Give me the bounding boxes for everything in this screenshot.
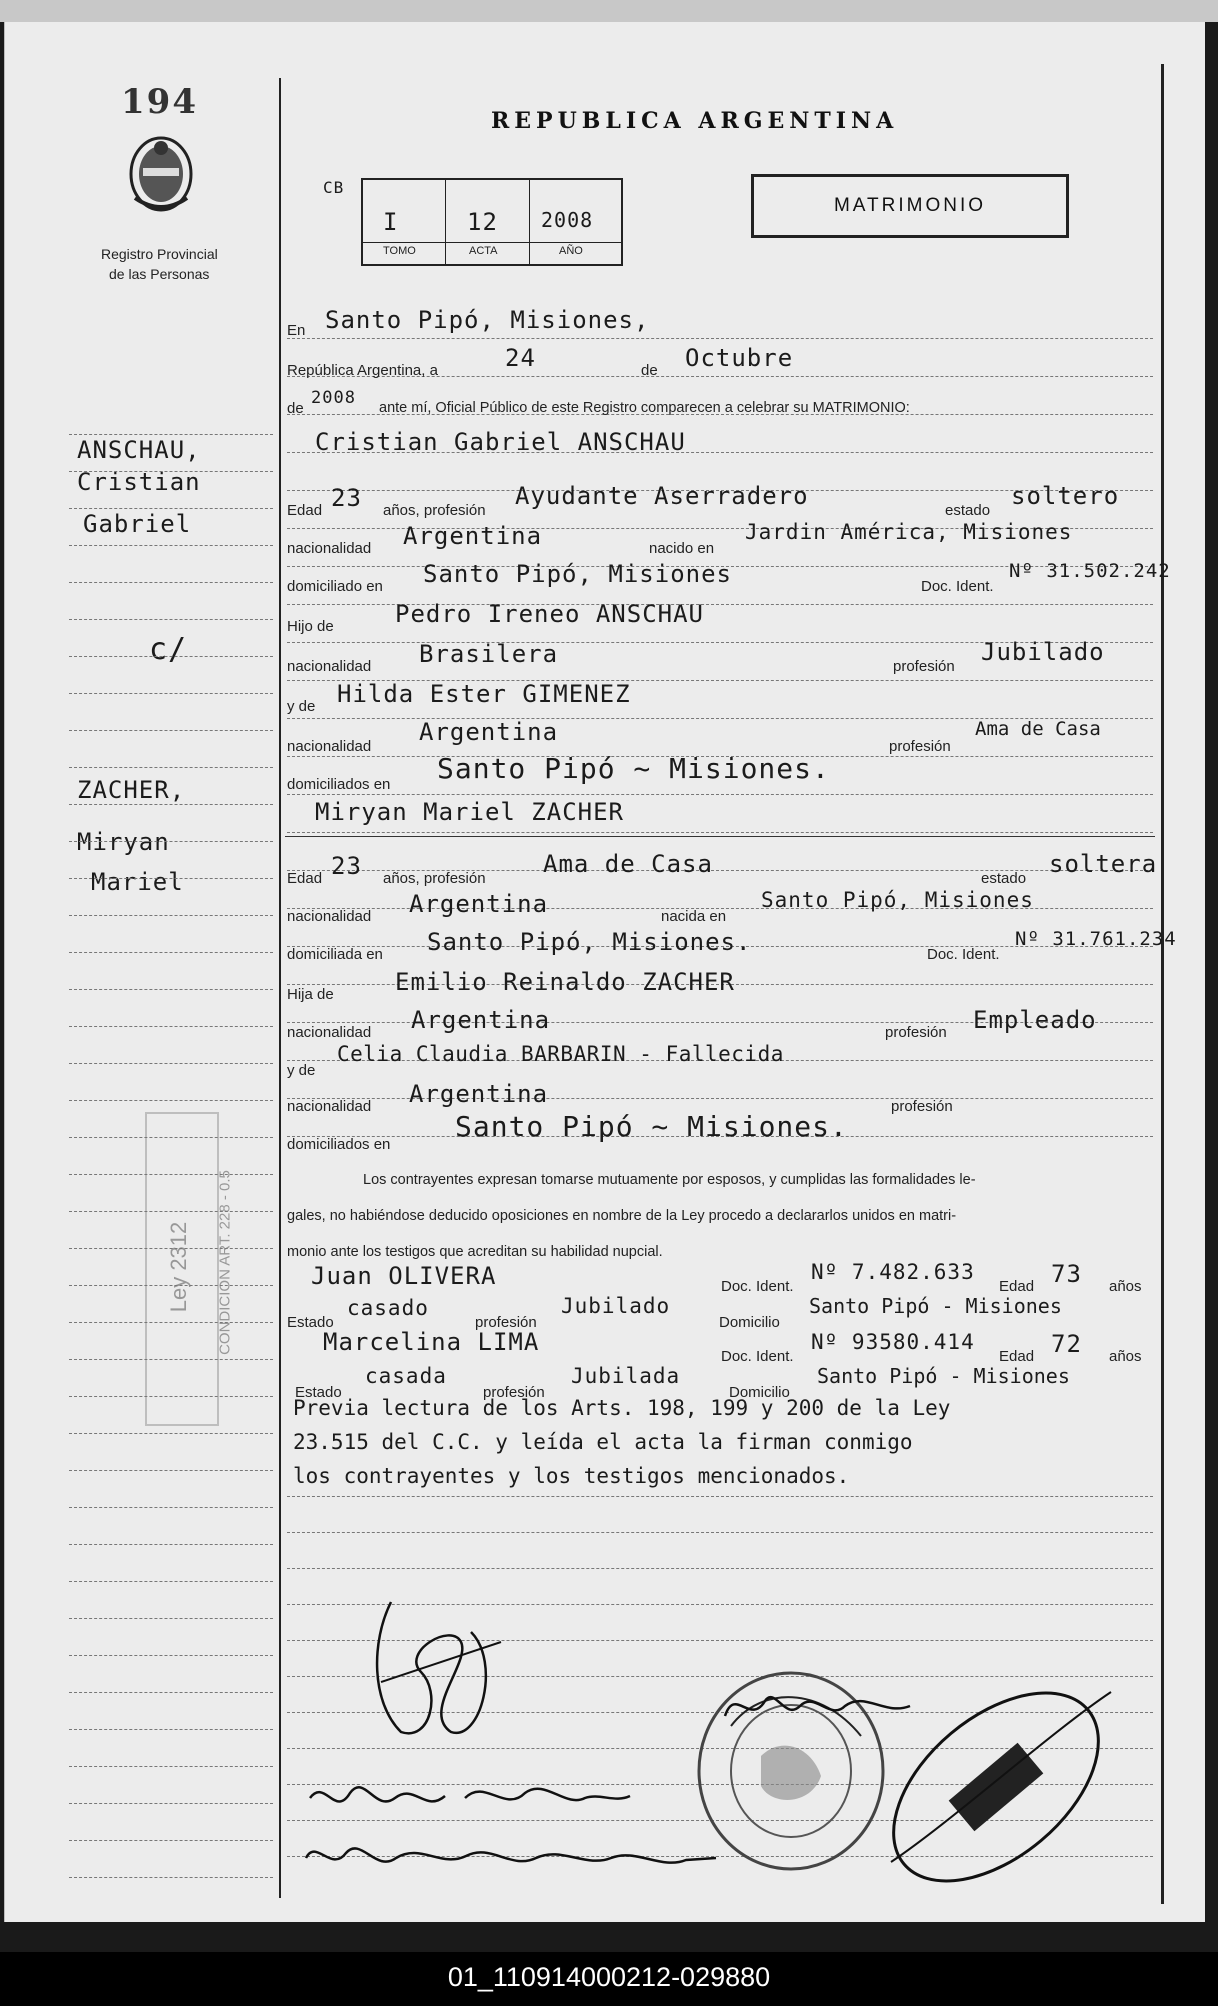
bride-mother-prof-label: profesión <box>891 1098 953 1115</box>
page-number: 194 <box>121 82 198 122</box>
margin-rule <box>69 693 273 694</box>
margin-bride-name2: Mariel <box>91 868 184 896</box>
groom-address: Santo Pipó, Misiones <box>423 560 732 588</box>
body-rule <box>287 1568 1153 1569</box>
place: Santo Pipó, Misiones, <box>325 306 650 334</box>
bride-estado-label: estado <box>981 870 1027 887</box>
body-rule <box>287 832 1153 833</box>
register-box <box>361 178 623 266</box>
margin-rule <box>69 1211 273 1212</box>
margin-rule <box>69 1618 273 1619</box>
margin-rule <box>69 989 273 990</box>
margin-rule <box>69 582 273 583</box>
bride-section-divider <box>285 836 1155 837</box>
groom-anos-profesion-label: años, profesión <box>383 502 486 519</box>
body-rule <box>287 1496 1153 1497</box>
margin-groom-name1: Cristian <box>77 468 201 496</box>
witness1-doc-label: Doc. Ident. <box>721 1278 794 1295</box>
closing-line1: Previa lectura de los Arts. 198, 199 y 200 de la Ley <box>293 1396 951 1420</box>
bride-nacida-label: nacida en <box>661 908 727 925</box>
margin-rule <box>69 1544 273 1545</box>
groom-father: Pedro Ireneo ANSCHAU <box>395 600 704 628</box>
witness2-name: Marcelina LIMA <box>323 1328 540 1356</box>
margin-stamp <box>145 1112 234 1426</box>
bride-father-nationality: Argentina <box>411 1006 551 1034</box>
margin-rule <box>69 841 273 842</box>
declaration-line2: gales, no habiéndose deducido oposiciones en nombre de la Ley procedo a declararlos unidos en matri- <box>287 1208 957 1224</box>
margin-rule <box>69 471 273 472</box>
margin-rule <box>69 1655 273 1656</box>
document-type-box <box>751 174 1069 238</box>
groom-edad-label: Edad <box>287 502 323 519</box>
witness2-profession: Jubilada <box>571 1364 681 1388</box>
witness2-age: 72 <box>1051 1330 1082 1358</box>
scan-top-edge <box>0 0 1218 22</box>
bride-full-name: Miryan Mariel ZACHER <box>315 798 624 826</box>
margin-rule <box>69 1137 273 1138</box>
groom-doc-label: Doc. Ident. <box>921 578 994 595</box>
witness2-address: Santo Pipó - Misiones <box>817 1364 1070 1388</box>
groom-mother-prof-label: profesión <box>889 738 951 755</box>
margin-rule <box>69 1729 273 1730</box>
margin-rule <box>69 1433 273 1434</box>
groom-mother-profession: Ama de Casa <box>975 718 1101 740</box>
margin-groom-name2: Gabriel <box>83 510 192 538</box>
groom-full-name: Cristian Gabriel ANSCHAU <box>315 428 686 456</box>
declaration-line3: monio ante los testigos que acreditan su habilidad nupcial. <box>287 1244 663 1260</box>
declaration-line1: Los contrayentes expresan tomarse mutuamente por esposos, y cumplidas las formalidades le- <box>363 1172 976 1188</box>
margin-rule <box>69 1322 273 1323</box>
bride-nacionalidad-label: nacionalidad <box>287 908 372 925</box>
bride-doc-label: Doc. Ident. <box>927 946 1000 963</box>
bride-civil-status: soltera <box>1049 850 1158 878</box>
witness2-estado-label: Estado <box>295 1384 342 1401</box>
groom-age: 23 <box>331 484 362 512</box>
margin-rule <box>69 952 273 953</box>
witness2-civil-status: casada <box>365 1364 447 1388</box>
witness1-edad-label: Edad <box>999 1278 1035 1295</box>
groom-yde-label: y de <box>287 698 316 715</box>
groom-civil-status: soltero <box>1011 482 1120 510</box>
witness2-signature-icon <box>301 1828 721 1884</box>
body-rule <box>287 338 1153 339</box>
closing-line2: 23.515 del C.C. y leída el acta la firman conmigo <box>293 1430 913 1454</box>
bride-father-nat-label: nacionalidad <box>287 1024 372 1041</box>
groom-father-profession: Jubilado <box>981 638 1105 666</box>
bride-doc: Nº 31.761.234 <box>1015 928 1177 950</box>
bride-father-profession: Empleado <box>973 1006 1097 1034</box>
margin-rule <box>69 1840 273 1841</box>
margin-divider <box>279 78 281 1898</box>
margin-rule <box>69 1063 273 1064</box>
groom-father-prof-label: profesión <box>893 658 955 675</box>
bride-hija-label: Hija de <box>287 986 334 1003</box>
bride-father: Emilio Reinaldo ZACHER <box>395 968 735 996</box>
witness1-civil-status: casado <box>347 1296 429 1320</box>
margin-rule <box>69 656 273 657</box>
bride-profession: Ama de Casa <box>543 850 713 878</box>
margin-bride-surname: ZACHER, <box>77 776 186 804</box>
witness1-estado-label: Estado <box>287 1314 334 1331</box>
margin-bride-name1: Miryan <box>77 828 170 856</box>
bride-edad-label: Edad <box>287 870 323 887</box>
year: 2008 <box>311 388 356 408</box>
official-stamp-icon <box>861 1672 1131 1902</box>
body-rule <box>287 1532 1153 1533</box>
margin-rule <box>69 434 273 435</box>
groom-mother: Hilda Ester GIMENEZ <box>337 680 631 708</box>
margin-rule <box>69 508 273 509</box>
margin-rule <box>69 1285 273 1286</box>
closing-line3: los contrayentes y los testigos mencionados. <box>293 1464 850 1488</box>
witness1-profession: Jubilado <box>561 1294 671 1318</box>
coat-of-arms-icon <box>121 128 201 214</box>
witness1-address: Santo Pipó - Misiones <box>809 1294 1062 1318</box>
margin-stamp-line1: Ley 2312 <box>166 1221 191 1313</box>
month: Octubre <box>685 344 794 372</box>
de-label: de <box>641 362 658 379</box>
margin-rule <box>69 1248 273 1249</box>
groom-signature-icon <box>361 1582 511 1752</box>
witness2-doc-label: Doc. Ident. <box>721 1348 794 1365</box>
witness1-profesion-label: profesión <box>475 1314 537 1331</box>
margin-rule <box>69 1470 273 1471</box>
groom-parents-address: Santo Pipó ~ Misiones. <box>437 752 830 785</box>
cb-mark: CB <box>323 178 345 197</box>
margin-rule <box>69 1803 273 1804</box>
margin-rule <box>69 1174 273 1175</box>
witness1-domicilio-label: Domicilio <box>719 1314 780 1331</box>
margin-rule <box>69 1359 273 1360</box>
witness2-anos-label: años <box>1109 1348 1142 1365</box>
groom-domiciliado-label: domiciliado en <box>287 578 383 595</box>
bride-mother-nat-label: nacionalidad <box>287 1098 372 1115</box>
margin-rule <box>69 767 273 768</box>
scan-footer <box>0 1952 1218 2006</box>
margin-rule <box>69 545 273 546</box>
right-border <box>1161 64 1164 1904</box>
acta-value: 12 <box>467 208 498 236</box>
groom-father-nationality: Brasilera <box>419 640 559 668</box>
margin-rule <box>69 730 273 731</box>
scan-code: 01_110914000212-029880 <box>447 1962 771 1992</box>
country-title: REPUBLICA ARGENTINA <box>491 108 899 134</box>
witness2-domicilio-label: Domicilio <box>729 1384 790 1401</box>
margin-conjunction: c/ <box>149 632 188 667</box>
witness1-age: 73 <box>1051 1260 1082 1288</box>
groom-nacido-label: nacido en <box>649 540 715 557</box>
bride-mother-nationality: Argentina <box>409 1080 549 1108</box>
margin-rule <box>69 878 273 879</box>
witness2-doc: Nº 93580.414 <box>811 1330 975 1354</box>
bride-nationality: Argentina <box>409 890 549 918</box>
bride-address: Santo Pipó, Misiones. <box>427 928 752 956</box>
margin-rule <box>69 1766 273 1767</box>
margin-rule <box>69 1877 273 1878</box>
document-type: MATRIMONIO <box>833 195 987 216</box>
de2-label: de <box>287 400 304 417</box>
bride-mother: Celia Claudia BARBARIN - Fallecida <box>337 1042 784 1066</box>
groom-mother-nationality: Argentina <box>419 718 559 746</box>
margin-rule <box>69 619 273 620</box>
bride-parents-address: Santo Pipó ~ Misiones. <box>455 1110 848 1143</box>
body-rule <box>287 794 1153 795</box>
margin-rule <box>69 1026 273 1027</box>
bride-father-prof-label: profesión <box>885 1024 947 1041</box>
witness1-doc: Nº 7.482.633 <box>811 1260 975 1284</box>
intro-text: ante mí, Oficial Público de este Registro comparecen a celebrar su MATRIMONIO: <box>379 400 910 416</box>
en-label: En <box>287 322 306 339</box>
acta-label: ACTA <box>469 245 498 257</box>
tomo-value: I <box>383 208 399 236</box>
groom-profession: Ayudante Aserradero <box>515 482 809 510</box>
margin-stamp-line2: CONDICION ART. 228 - 0.5 <box>216 1170 234 1355</box>
groom-mother-nat-label: nacionalidad <box>287 738 372 755</box>
groom-nacionalidad-label: nacionalidad <box>287 540 372 557</box>
margin-rule <box>69 1581 273 1582</box>
margin-rule <box>69 1692 273 1693</box>
registry-name-line2: de las Personas <box>109 266 210 282</box>
groom-doc: Nº 31.502.242 <box>1009 560 1171 582</box>
margin-rule <box>69 915 273 916</box>
bride-yde-label: y de <box>287 1062 316 1079</box>
witness1-name: Juan OLIVERA <box>311 1262 497 1290</box>
margin-rule <box>69 1100 273 1101</box>
register-page <box>4 22 1205 1922</box>
bride-domiciliada-label: domiciliada en <box>287 946 383 963</box>
republica-label: República Argentina, a <box>287 362 438 379</box>
groom-hijo-label: Hijo de <box>287 618 334 635</box>
margin-rule <box>69 804 273 805</box>
day: 24 <box>505 344 536 372</box>
bride-birthplace: Santo Pipó, Misiones <box>761 888 1034 912</box>
groom-father-nat-label: nacionalidad <box>287 658 372 675</box>
groom-parents-dom-label: domiciliados en <box>287 776 391 793</box>
witness2-profesion-label: profesión <box>483 1384 545 1401</box>
tomo-label: TOMO <box>383 245 416 257</box>
ano-label: AÑO <box>559 245 583 257</box>
margin-rule <box>69 1396 273 1397</box>
registry-name-line1: Registro Provincial <box>101 246 218 262</box>
witness1-signature-icon <box>305 1768 635 1824</box>
margin-rule <box>69 1507 273 1508</box>
groom-estado-label: estado <box>945 502 991 519</box>
bride-anos-profesion-label: años, profesión <box>383 870 486 887</box>
groom-nationality: Argentina <box>403 522 543 550</box>
groom-birthplace: Jardin América, Misiones <box>745 520 1073 544</box>
witness2-edad-label: Edad <box>999 1348 1035 1365</box>
bride-age: 23 <box>331 852 362 880</box>
margin-groom-surname: ANSCHAU, <box>77 436 201 464</box>
bride-parents-dom-label: domiciliados en <box>287 1136 391 1153</box>
witness1-anos-label: años <box>1109 1278 1142 1295</box>
ano-value: 2008 <box>541 208 594 232</box>
